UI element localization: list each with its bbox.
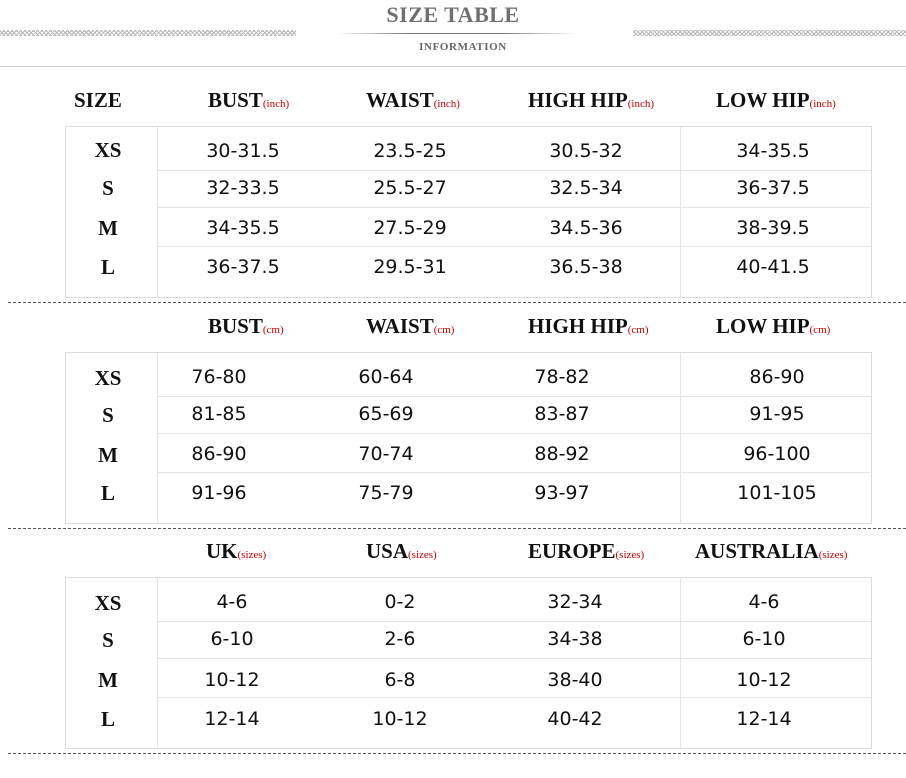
table-cell: 4-6: [216, 591, 248, 613]
table-cell: 36-37.5: [206, 256, 280, 278]
table-cell: 30-31.5: [206, 140, 280, 162]
column-header-high-hip-inch: HIGH HIP(inch): [528, 88, 655, 112]
size-m: M: [98, 216, 118, 240]
table-cell: 38-40: [547, 669, 603, 691]
column-header-waist-cm: WAIST(cm): [366, 314, 455, 338]
table-cell: 10-12: [372, 708, 428, 730]
table-cell: 40-41.5: [736, 256, 810, 278]
table-cell: 34-38: [547, 628, 603, 650]
size-l: L: [100, 707, 115, 731]
column-header-low-hip-inch: LOW HIP(inch): [716, 88, 836, 112]
header-rule: [0, 66, 906, 67]
size-table-cm: [65, 352, 872, 524]
size-column-header: SIZE: [74, 88, 122, 112]
table-cell: 65-69: [358, 403, 414, 425]
table-cell: 10-12: [736, 669, 792, 691]
size-xs: XS: [94, 138, 122, 162]
table-cell: 30.5-32: [549, 140, 623, 162]
table-cell: 76-80: [191, 366, 247, 388]
table-cell: 0-2: [384, 591, 416, 613]
table-cell: 36.5-38: [549, 256, 623, 278]
size-m: M: [98, 443, 118, 467]
size-xs: XS: [94, 366, 122, 390]
table-cell: 40-42: [547, 708, 603, 730]
table-cell: 27.5-29: [373, 217, 447, 239]
column-header-australia: AUSTRALIA(sizes): [695, 539, 848, 563]
table-cell: 88-92: [534, 443, 590, 465]
table-cell: 6-10: [742, 628, 786, 650]
size-m: M: [98, 668, 118, 692]
column-header-bust-inch: BUST(inch): [208, 88, 290, 112]
table-cell: 6-10: [210, 628, 254, 650]
table-cell: 93-97: [534, 482, 590, 504]
page-subtitle: INFORMATION: [419, 41, 507, 53]
table-cell: 29.5-31: [373, 256, 447, 278]
table-cell: 32-34: [547, 591, 603, 613]
size-s: S: [102, 176, 114, 200]
table-cell: 86-90: [191, 443, 247, 465]
table-cell: 32.5-34: [549, 177, 623, 199]
table-cell: 60-64: [358, 366, 414, 388]
table-cell: 34-35.5: [736, 140, 810, 162]
decorative-divider: [335, 33, 575, 34]
table-cell: 4-6: [748, 591, 780, 613]
section-divider: [8, 753, 906, 754]
column-header-waist-inch: WAIST(inch): [366, 88, 460, 112]
column-header-europe: EUROPE(sizes): [528, 539, 645, 563]
table-cell: 78-82: [534, 366, 590, 388]
table-cell: 101-105: [737, 482, 817, 504]
table-cell: 12-14: [204, 708, 260, 730]
table-cell: 81-85: [191, 403, 247, 425]
page-title: SIZE TABLE: [386, 2, 520, 27]
table-cell: 75-79: [358, 482, 414, 504]
table-cell: 32-33.5: [206, 177, 280, 199]
column-header-usa: USA(sizes): [366, 539, 437, 563]
size-s: S: [102, 403, 114, 427]
table-cell: 25.5-27: [373, 177, 447, 199]
size-table-international: [65, 577, 872, 749]
decorative-zigzag-left: [0, 30, 296, 36]
size-s: S: [102, 628, 114, 652]
column-header-uk: UK(sizes): [206, 539, 267, 563]
size-xs: XS: [94, 591, 122, 615]
table-cell: 86-90: [749, 366, 805, 388]
table-cell: 83-87: [534, 403, 590, 425]
table-cell: 6-8: [384, 669, 416, 691]
table-cell: 2-6: [384, 628, 416, 650]
size-table-inch: [65, 126, 872, 298]
column-header-bust-cm: BUST(cm): [208, 314, 284, 338]
size-l: L: [100, 255, 115, 279]
table-cell: 34.5-36: [549, 217, 623, 239]
table-cell: 91-95: [749, 403, 805, 425]
table-cell: 91-96: [191, 482, 247, 504]
table-cell: 38-39.5: [736, 217, 810, 239]
size-l: L: [100, 481, 115, 505]
table-cell: 10-12: [204, 669, 260, 691]
column-header-high-hip-cm: HIGH HIP(cm): [528, 314, 649, 338]
table-cell: 23.5-25: [373, 140, 447, 162]
section-divider: [8, 528, 906, 529]
column-header-low-hip-cm: LOW HIP(cm): [716, 314, 831, 338]
decorative-zigzag-right: [633, 30, 906, 36]
table-cell: 96-100: [743, 443, 811, 465]
table-cell: 12-14: [736, 708, 792, 730]
table-cell: 34-35.5: [206, 217, 280, 239]
section-divider: [8, 302, 906, 303]
table-cell: 36-37.5: [736, 177, 810, 199]
table-cell: 70-74: [358, 443, 414, 465]
